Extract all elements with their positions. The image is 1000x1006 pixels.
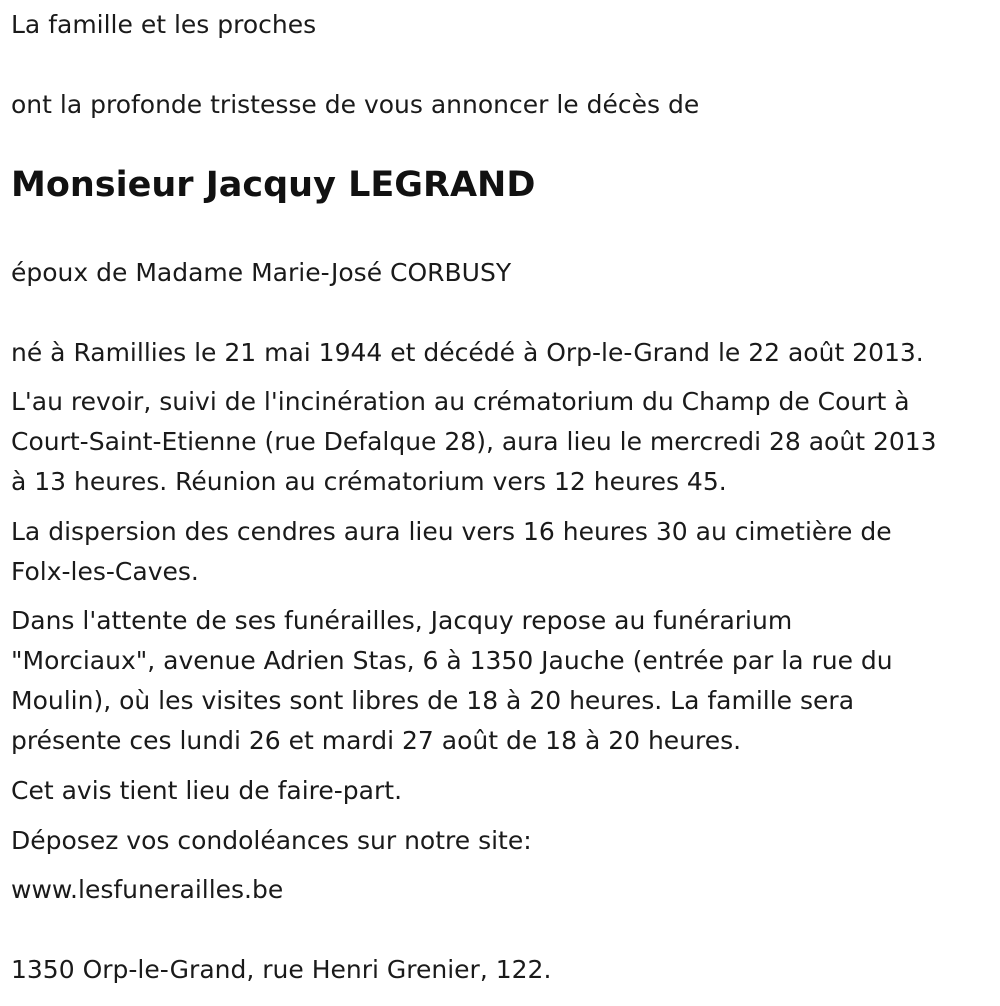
visitation-paragraph [11, 601, 996, 761]
address-text: 1350 Orp-le-Grand, rue Henri Grenier, 122. [11, 955, 552, 984]
dispersion-line: Folx-les-Caves. [11, 557, 199, 586]
faire-part-text: Cet avis tient lieu de faire-part. [11, 776, 403, 805]
ceremony-paragraph [11, 382, 996, 502]
visitation-line: présente ces lundi 26 et mardi 27 août de 18 à 20 heures. [11, 726, 742, 755]
birth-death-text: né à Ramillies le 21 mai 1944 et décédé à Orp-le-Grand le 22 août 2013. [11, 338, 924, 367]
visitation-line: Moulin), où les visites sont libres de 18 à 20 heures. La famille sera [11, 686, 855, 715]
ceremony-line: Court-Saint-Etienne (rue Defalque 28), aura lieu le mercredi 28 août 2013 [11, 427, 937, 456]
spouse-text: époux de Madame Marie-José CORBUSY [11, 258, 512, 287]
ceremony-line: à 13 heures. Réunion au crématorium vers 12 heures 45. [11, 467, 727, 496]
ceremony-line: L'au revoir, suivi de l'incinération au crématorium du Champ de Court à [11, 387, 910, 416]
visitation-line: "Morciaux", avenue Adrien Stas, 6 à 1350 Jauche (entrée par la rue du [11, 646, 893, 675]
visitation-line: Dans l'attente de ses funérailles, Jacquy repose au funérarium [11, 606, 793, 635]
dispersion-paragraph [11, 512, 996, 592]
intro-text: La famille et les proches [11, 10, 317, 39]
condolences-prompt: Déposez vos condoléances sur notre site: [11, 826, 532, 855]
deceased-name-heading: Monsieur Jacquy LEGRAND [11, 165, 536, 205]
dispersion-line: La dispersion des cendres aura lieu vers 16 heures 30 au cimetière de [11, 517, 892, 546]
announcement-text: ont la profonde tristesse de vous annoncer le décès de [11, 90, 700, 119]
website-link[interactable]: www.lesfunerailles.be [11, 875, 284, 904]
